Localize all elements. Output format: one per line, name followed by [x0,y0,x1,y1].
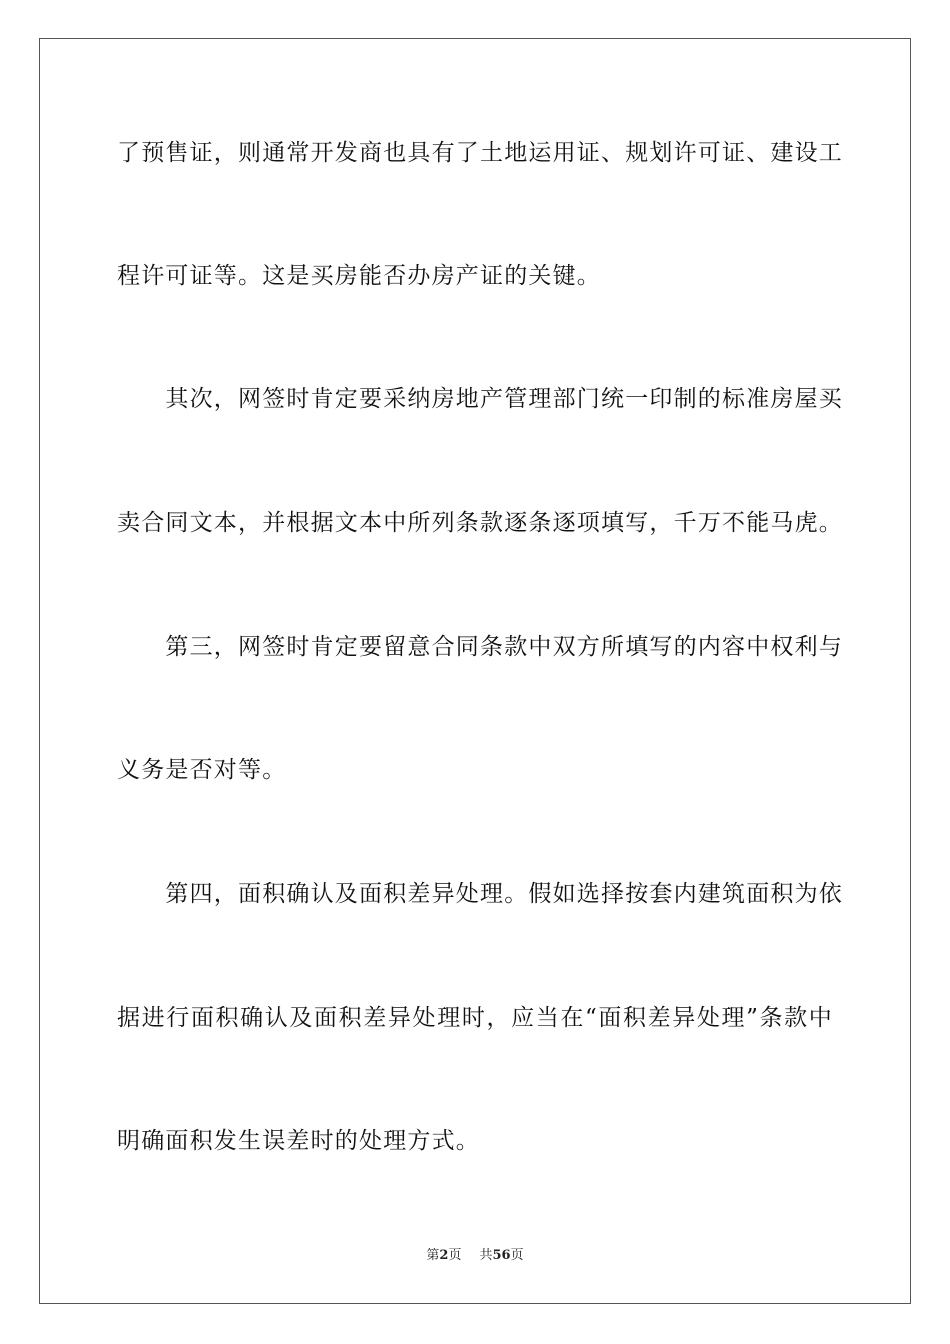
page-border [39,38,911,1304]
text-line-1: 了预售证，则通常开发商也具有了土地运用证、规划许可证、建设工 [117,140,843,166]
page-footer [0,1247,950,1265]
text-line-3: 其次，网签时肯定要采纳房地产管理部门统一印制的标准房屋买 [117,386,843,412]
text-line-7: 第四，面积确认及面积差异处理。假如选择按套内建筑面积为依 [117,881,843,907]
footer-page-suffix: 页 [448,1248,462,1263]
text-line-2: 程许可证等。这是买房能否办房产证的关键。 [117,263,601,289]
footer-page-number: 2 [439,1248,449,1263]
text-line-5: 第三，网签时肯定要留意合同条款中双方所填写的内容中权利与 [117,634,843,660]
footer-page-prefix: 第 [426,1248,440,1263]
footer-total-prefix: 共 [479,1248,493,1263]
text-line-6: 义务是否对等。 [117,757,287,783]
text-line-8: 据进行面积确认及面积差异处理时，应当在“面积差异处理”条款中 [117,1005,833,1031]
text-line-9: 明确面积发生误差时的处理方式。 [117,1128,480,1154]
footer-total-pages: 56 [492,1248,511,1263]
footer-total-suffix: 页 [510,1248,524,1263]
text-line-4: 卖合同文本，并根据文本中所列条款逐条逐项填写，千万不能马虎。 [117,510,843,536]
